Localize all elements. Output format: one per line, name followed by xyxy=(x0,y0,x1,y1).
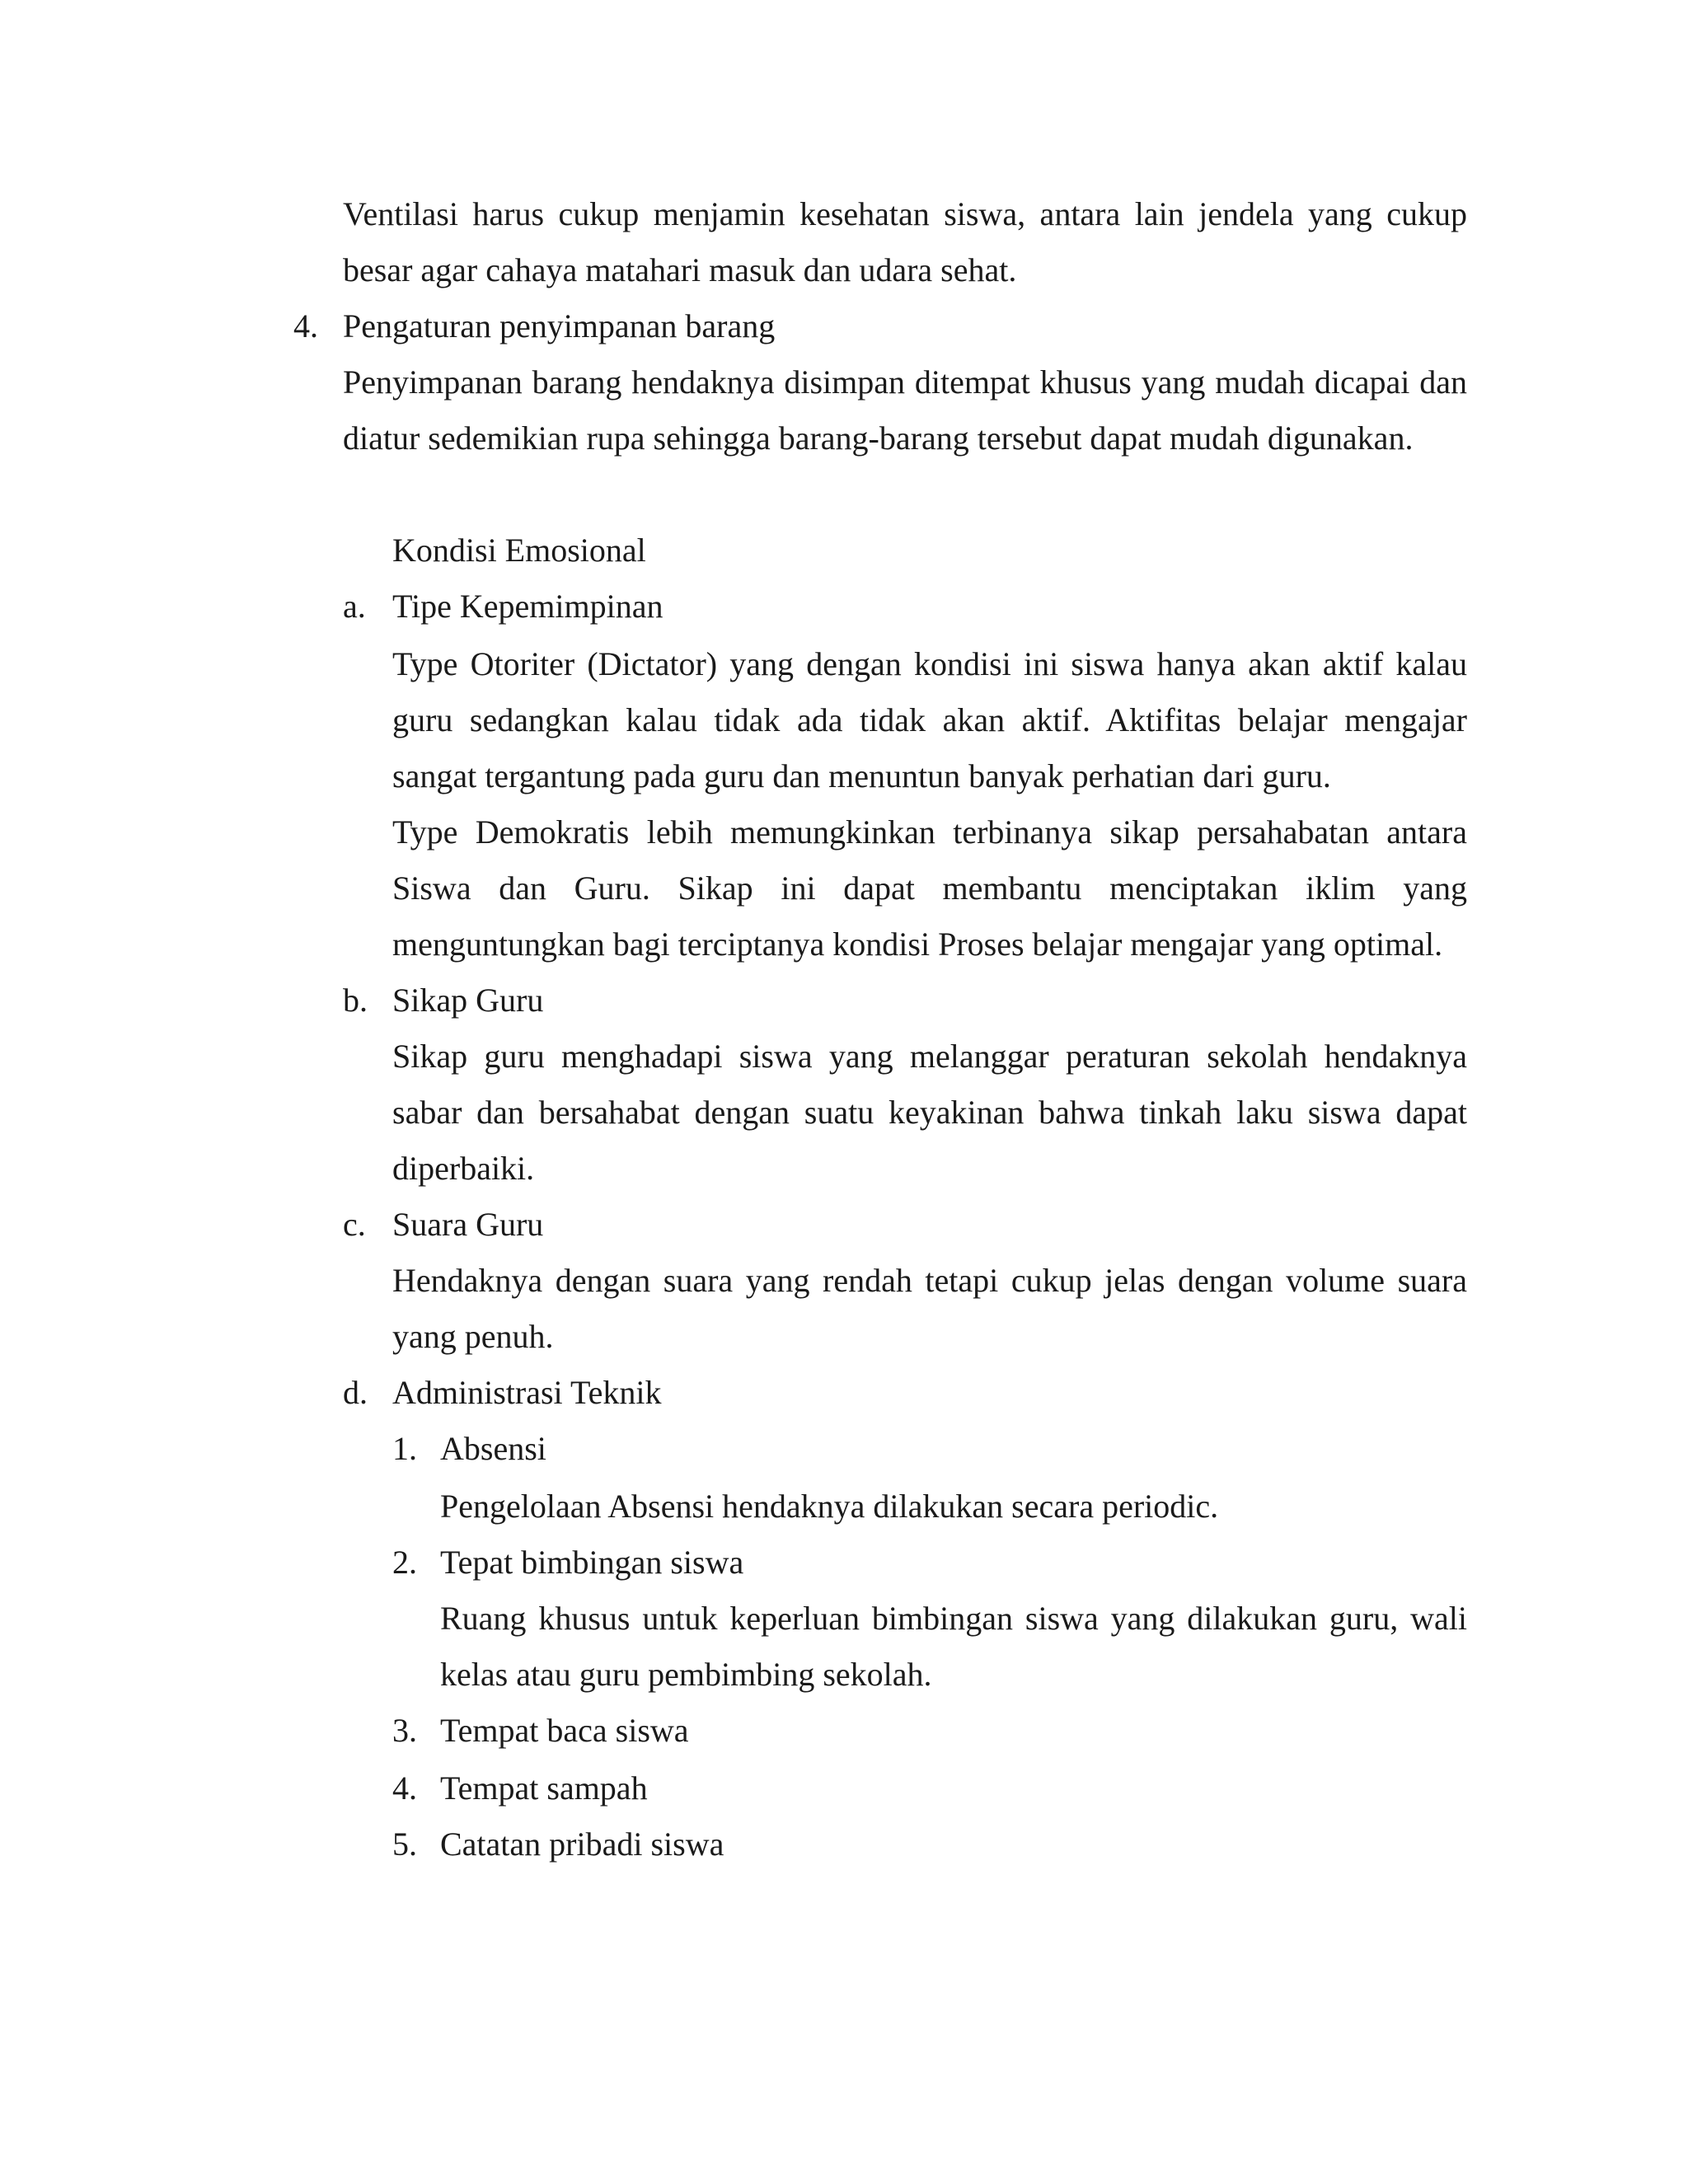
body-line: sabar dan bersahabat dengan suatu keyakinan bahwa tinkah laku siswa dapat xyxy=(392,1094,1467,1131)
list-number: 5. xyxy=(392,1825,417,1863)
list-number: 1. xyxy=(392,1430,417,1467)
body-line: Sikap guru menghadapi siswa yang melanggar peraturan sekolah hendaknya xyxy=(392,1038,1467,1075)
list-number: 4. xyxy=(392,1769,417,1807)
body-line: menguntungkan bagi terciptanya kondisi Proses belajar mengajar yang optimal. xyxy=(392,926,1443,963)
body-line: Siswa dan Guru. Sikap ini dapat membantu menciptakan iklim yang xyxy=(392,869,1467,907)
body-line: kelas atau guru pembimbing sekolah. xyxy=(440,1656,932,1693)
list-item-heading: Tempat sampah xyxy=(440,1769,648,1807)
subsection-title: Suara Guru xyxy=(392,1206,544,1243)
list-item-heading: Catatan pribadi siswa xyxy=(440,1825,724,1863)
body-line: Type Demokratis lebih memungkinkan terbinanya sikap persahabatan antara xyxy=(392,813,1467,851)
body-line: Pengelolaan Absensi hendaknya dilakukan secara periodic. xyxy=(440,1488,1219,1525)
list-marker: a. xyxy=(343,588,366,625)
body-line: besar agar cahaya matahari masuk dan udara sehat. xyxy=(343,251,1017,288)
body-line: Hendaknya dengan suara yang rendah tetapi cukup jelas dengan volume suara xyxy=(392,1262,1467,1299)
body-line: sangat tergantung pada guru dan menuntun banyak perhatian dari guru. xyxy=(392,757,1331,794)
list-item-heading: Pengaturan penyimpanan barang xyxy=(343,307,776,344)
subsection-title: Administrasi Teknik xyxy=(392,1374,662,1411)
list-marker: c. xyxy=(343,1206,366,1243)
list-item-heading: Absensi xyxy=(440,1430,546,1467)
list-marker: d. xyxy=(343,1374,368,1411)
section-heading: Kondisi Emosional xyxy=(392,532,646,569)
body-line: Ventilasi harus cukup menjamin kesehatan siswa, antara lain jendela yang cukup xyxy=(343,195,1467,232)
list-item-heading: Tempat baca siswa xyxy=(440,1712,689,1749)
list-marker: b. xyxy=(343,982,368,1019)
list-item-heading: Tepat bimbingan siswa xyxy=(440,1544,744,1581)
body-line: guru sedangkan kalau tidak ada tidak akan aktif. Aktifitas belajar mengajar xyxy=(392,701,1467,738)
body-line: yang penuh. xyxy=(392,1318,554,1355)
body-line: Type Otoriter (Dictator) yang dengan kondisi ini siswa hanya akan aktif kalau xyxy=(392,645,1467,682)
body-line: diperbaiki. xyxy=(392,1150,535,1187)
body-line: Penyimpanan barang hendaknya disimpan ditempat khusus yang mudah dicapai dan xyxy=(343,363,1467,401)
list-number: 2. xyxy=(392,1544,417,1581)
list-number: 4. xyxy=(293,307,318,344)
list-number: 3. xyxy=(392,1712,417,1749)
body-line: Ruang khusus untuk keperluan bimbingan siswa yang dilakukan guru, wali xyxy=(440,1600,1467,1637)
subsection-title: Tipe Kepemimpinan xyxy=(392,588,663,625)
body-line: diatur sedemikian rupa sehingga barang-barang tersebut dapat mudah digunakan. xyxy=(343,419,1414,457)
subsection-title: Sikap Guru xyxy=(392,982,544,1019)
